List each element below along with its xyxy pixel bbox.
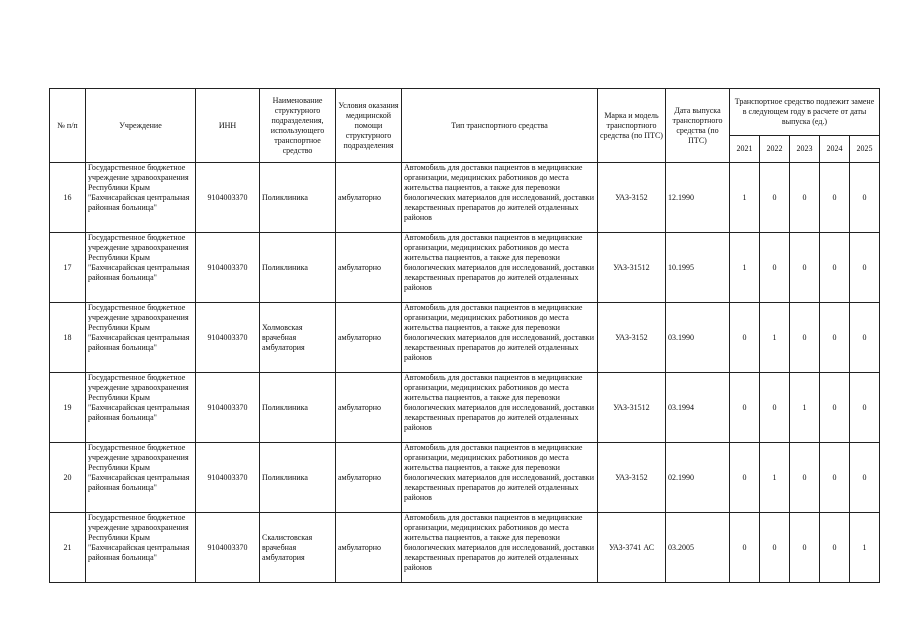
model-cell: УАЗ-3152 xyxy=(598,163,666,233)
model-cell: УАЗ-31512 xyxy=(598,233,666,303)
year-count-cell: 1 xyxy=(730,163,760,233)
year-count-cell: 1 xyxy=(760,303,790,373)
vehicle-type-cell: Автомобиль для доставки пациентов в медицинские организации, медицинских работников до места жительства пациентов, а также для перевозки биологических материалов для исследований, доставки лекарственных препаратов до жителей отдаленных районов xyxy=(402,233,598,303)
conditions-cell: амбулаторно xyxy=(336,513,402,583)
year-count-cell: 0 xyxy=(730,373,760,443)
model-cell: УАЗ-31512 xyxy=(598,373,666,443)
year-count-cell: 0 xyxy=(820,373,850,443)
subdivision-cell: Поликлиника xyxy=(260,443,336,513)
subdivision-cell: Холмовская врачебная амбулатория xyxy=(260,303,336,373)
year-count-cell: 0 xyxy=(790,513,820,583)
year-count-cell: 0 xyxy=(790,233,820,303)
header-subdivision: Наименование структурного подразделения, использующего транспортное средство xyxy=(260,89,336,163)
header-replacement: Транспортное средство подлежит замене в следующем году в расчете от даты выпуска (ед.) xyxy=(730,89,880,136)
row-number: 21 xyxy=(50,513,86,583)
subdivision-cell: Поликлиника xyxy=(260,163,336,233)
inn-cell: 9104003370 xyxy=(196,513,260,583)
year-count-cell: 0 xyxy=(850,303,880,373)
vehicle-type-cell: Автомобиль для доставки пациентов в медицинские организации, медицинских работников до места жительства пациентов, а также для перевозки биологических материалов для исследований, доставки лекарственных препаратов до жителей отдаленных районов xyxy=(402,513,598,583)
vehicle-type-cell: Автомобиль для доставки пациентов в медицинские организации, медицинских работников до места жительства пациентов, а также для перевозки биологических материалов для исследований, доставки лекарственных препаратов до жителей отдаленных районов xyxy=(402,373,598,443)
table-row xyxy=(50,513,880,583)
release-date-cell: 03.2005 xyxy=(666,513,730,583)
year-count-cell: 0 xyxy=(850,443,880,513)
year-count-cell: 0 xyxy=(760,233,790,303)
row-number: 17 xyxy=(50,233,86,303)
row-number: 20 xyxy=(50,443,86,513)
table-row xyxy=(50,373,880,443)
row-number: 19 xyxy=(50,373,86,443)
table-row xyxy=(50,233,880,303)
header-year: 2023 xyxy=(790,136,820,163)
year-count-cell: 0 xyxy=(820,443,850,513)
header-year: 2021 xyxy=(730,136,760,163)
row-number: 18 xyxy=(50,303,86,373)
vehicle-type-cell: Автомобиль для доставки пациентов в медицинские организации, медицинских работников до места жительства пациентов, а также для перевозки биологических материалов для исследований, доставки лекарственных препаратов до жителей отдаленных районов xyxy=(402,163,598,233)
release-date-cell: 12.1990 xyxy=(666,163,730,233)
year-count-cell: 0 xyxy=(790,163,820,233)
subdivision-cell: Скалистовская врачебная амбулатория xyxy=(260,513,336,583)
conditions-cell: амбулаторно xyxy=(336,163,402,233)
year-count-cell: 1 xyxy=(790,373,820,443)
conditions-cell: амбулаторно xyxy=(336,443,402,513)
inn-cell: 9104003370 xyxy=(196,163,260,233)
inn-cell: 9104003370 xyxy=(196,443,260,513)
release-date-cell: 02.1990 xyxy=(666,443,730,513)
table-row xyxy=(50,303,880,373)
institution-cell: Государственное бюджетное учреждение здравоохранения Республики Крым "Бахчисарайская центральная районная больница" xyxy=(86,303,196,373)
inn-cell: 9104003370 xyxy=(196,233,260,303)
header-conditions: Условия оказания медицинской помощи структурного подразделения xyxy=(336,89,402,163)
year-count-cell: 0 xyxy=(850,163,880,233)
year-count-cell: 1 xyxy=(730,233,760,303)
release-date-cell: 03.1990 xyxy=(666,303,730,373)
year-count-cell: 1 xyxy=(760,443,790,513)
model-cell: УАЗ-3741 АС xyxy=(598,513,666,583)
year-count-cell: 0 xyxy=(820,163,850,233)
row-number: 16 xyxy=(50,163,86,233)
institution-cell: Государственное бюджетное учреждение здравоохранения Республики Крым "Бахчисарайская центральная районная больница" xyxy=(86,443,196,513)
header-institution: Учреждение xyxy=(86,89,196,163)
year-count-cell: 0 xyxy=(850,233,880,303)
year-count-cell: 0 xyxy=(730,303,760,373)
year-count-cell: 0 xyxy=(760,373,790,443)
subdivision-cell: Поликлиника xyxy=(260,233,336,303)
release-date-cell: 03.1994 xyxy=(666,373,730,443)
year-count-cell: 0 xyxy=(760,513,790,583)
conditions-cell: амбулаторно xyxy=(336,373,402,443)
inn-cell: 9104003370 xyxy=(196,373,260,443)
header-vehicle-type: Тип транспортного средства xyxy=(402,89,598,163)
header-model: Марка и модель транспортного средства (по ПТС) xyxy=(598,89,666,163)
model-cell: УАЗ-3152 xyxy=(598,303,666,373)
model-cell: УАЗ-3152 xyxy=(598,443,666,513)
year-count-cell: 0 xyxy=(760,163,790,233)
release-date-cell: 10.1995 xyxy=(666,233,730,303)
header-year: 2022 xyxy=(760,136,790,163)
header-num: № п/п xyxy=(50,89,86,163)
inn-cell: 9104003370 xyxy=(196,303,260,373)
vehicle-type-cell: Автомобиль для доставки пациентов в медицинские организации, медицинских работников до места жительства пациентов, а также для перевозки биологических материалов для исследований, доставки лекарственных препаратов до жителей отдаленных районов xyxy=(402,303,598,373)
year-count-cell: 0 xyxy=(790,303,820,373)
table-row xyxy=(50,443,880,513)
year-count-cell: 0 xyxy=(850,373,880,443)
year-count-cell: 0 xyxy=(790,443,820,513)
institution-cell: Государственное бюджетное учреждение здравоохранения Республики Крым "Бахчисарайская центральная районная больница" xyxy=(86,233,196,303)
year-count-cell: 0 xyxy=(820,513,850,583)
institution-cell: Государственное бюджетное учреждение здравоохранения Республики Крым "Бахчисарайская центральная районная больница" xyxy=(86,373,196,443)
year-count-cell: 1 xyxy=(850,513,880,583)
table-body xyxy=(50,163,880,583)
header-year: 2025 xyxy=(850,136,880,163)
vehicle-type-cell: Автомобиль для доставки пациентов в медицинские организации, медицинских работников до места жительства пациентов, а также для перевозки биологических материалов для исследований, доставки лекарственных препаратов до жителей отдаленных районов xyxy=(402,443,598,513)
conditions-cell: амбулаторно xyxy=(336,303,402,373)
year-count-cell: 0 xyxy=(730,443,760,513)
institution-cell: Государственное бюджетное учреждение здравоохранения Республики Крым "Бахчисарайская центральная районная больница" xyxy=(86,163,196,233)
header-year: 2024 xyxy=(820,136,850,163)
header-inn: ИНН xyxy=(196,89,260,163)
year-count-cell: 0 xyxy=(730,513,760,583)
vehicle-replacement-table xyxy=(49,88,880,583)
year-count-cell: 0 xyxy=(820,303,850,373)
header-release-date: Дата выпуска транспортного средства (по ПТС) xyxy=(666,89,730,163)
institution-cell: Государственное бюджетное учреждение здравоохранения Республики Крым "Бахчисарайская центральная районная больница" xyxy=(86,513,196,583)
year-count-cell: 0 xyxy=(820,233,850,303)
table-row xyxy=(50,163,880,233)
conditions-cell: амбулаторно xyxy=(336,233,402,303)
subdivision-cell: Поликлиника xyxy=(260,373,336,443)
